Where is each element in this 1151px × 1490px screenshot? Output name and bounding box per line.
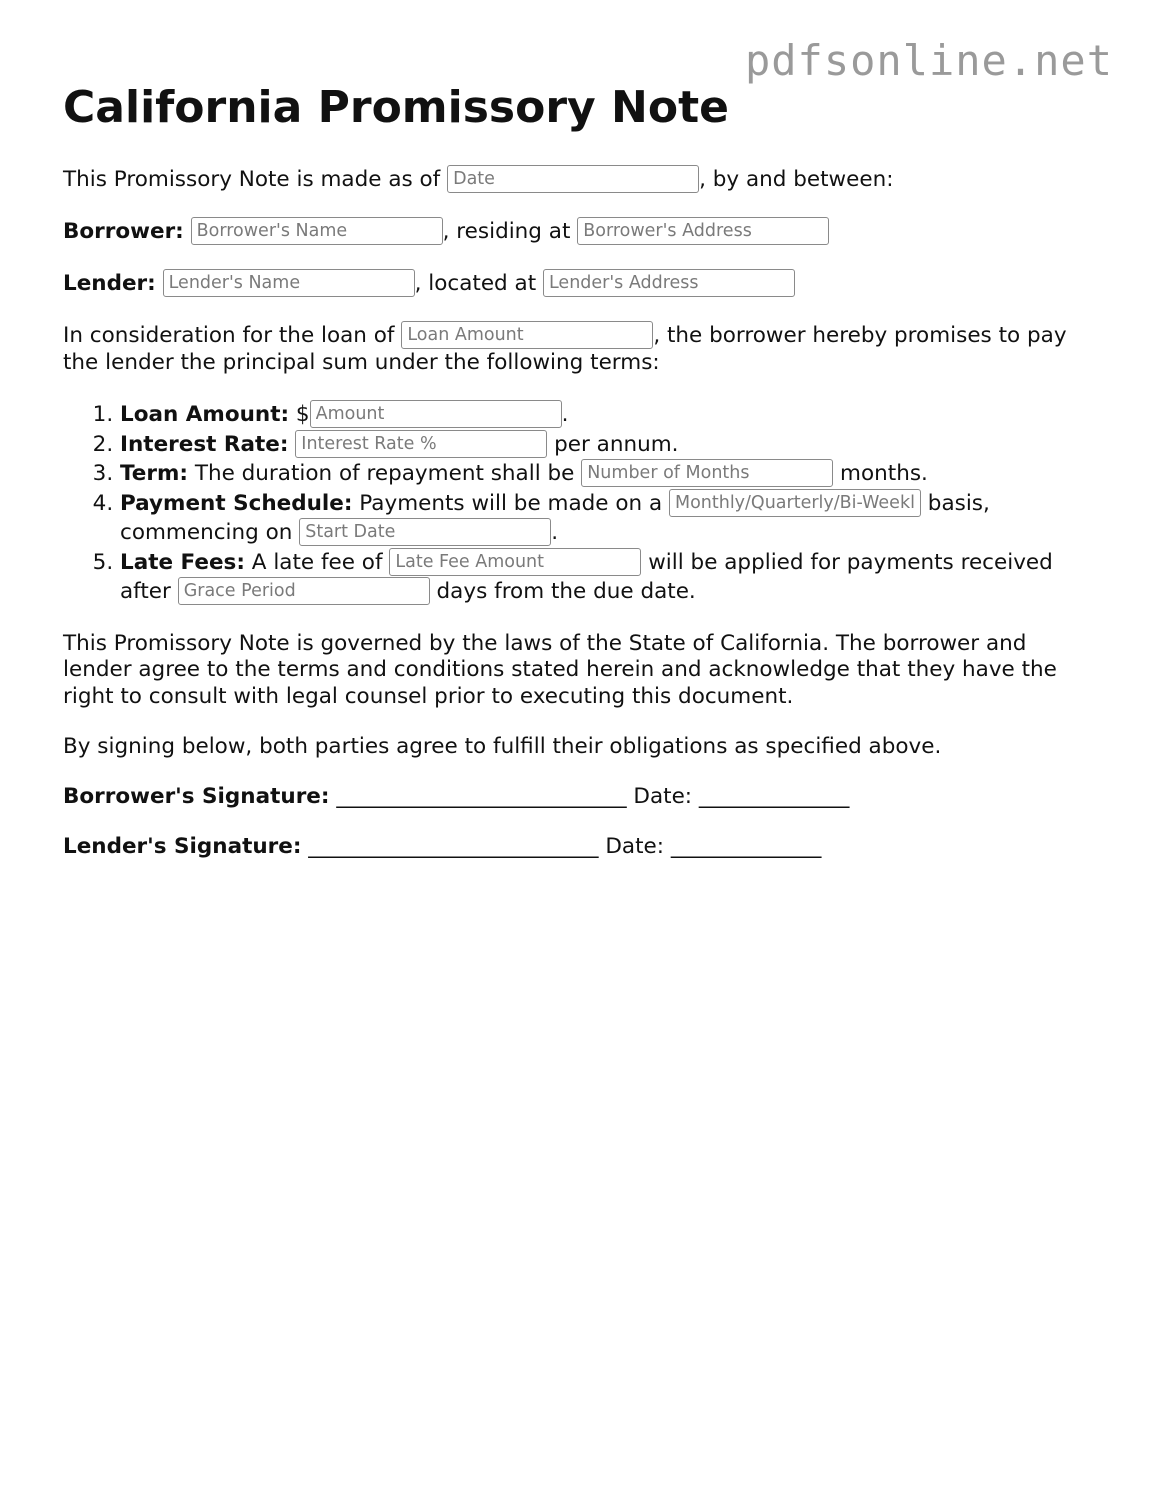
term-payment-schedule-middle: basis, commencing on [120,490,990,545]
term-interest-rate-label: Interest Rate: [120,431,289,457]
term-late-fees-label: Late Fees: [120,549,245,575]
borrower-line [63,218,1093,245]
borrower-date-label: Date: [633,784,693,809]
term-payment-schedule-suffix: . [551,520,559,545]
term-interest-rate [120,430,1093,460]
number-of-months-field[interactable] [581,459,833,487]
intro-text-before: This Promissory Note is made as of [63,167,448,192]
intro-line [63,166,1093,193]
term-late-fees-middle: will be applied for payments received after [120,549,1053,604]
term-duration-label: Term: [120,461,188,486]
governing-law-paragraph: This Promissory Note is governed by the laws of the State of California. The borrower and lender agree to the terms and conditions stated herein and acknowledge that they have the right to consult with legal counsel prior to executing this document. [63,630,1057,709]
watermark: pdfsonline.net [744,36,1113,85]
borrower-name-field[interactable] [191,217,443,245]
consideration-text-after: , the borrower hereby promises to pay the lender the principal sum under the following terms: [63,323,1067,375]
term-duration [120,459,1093,489]
term-payment-schedule-label: Payment Schedule: [120,490,353,516]
grace-period-field[interactable] [178,577,430,605]
term-loan-amount-prefix: $ [289,402,310,427]
start-date-field[interactable] [299,518,551,546]
lender-name-field[interactable] [163,269,415,297]
lender-label: Lender: [63,271,156,296]
term-loan-amount [120,400,1093,430]
date-field[interactable] [447,165,699,193]
amount-field[interactable] [310,400,562,428]
signing-intro: By signing below, both parties agree to fulfill their obligations as specified above. [63,734,942,759]
term-payment-schedule [120,489,1093,548]
document-page [63,78,1093,860]
term-loan-amount-label: Loan Amount: [120,402,290,427]
term-late-fees-text: A late fee of [244,549,390,575]
borrower-signature-blank: ___________________________ [329,784,634,809]
lender-address-field[interactable] [543,269,795,297]
borrower-label: Borrower: [63,219,184,244]
page-title: California Promissory Note [63,82,729,133]
lender-line [63,270,1093,297]
term-loan-amount-suffix: . [561,402,569,427]
borrower-address-field[interactable] [577,217,829,245]
payment-frequency-field[interactable] [669,489,921,517]
term-payment-schedule-text: Payments will be made on a [352,490,669,516]
borrower-signature-label: Borrower's Signature: [63,784,330,809]
lender-date-blank: ______________ [664,834,822,859]
consideration-text-before: In consideration for the loan of [63,323,402,348]
loan-amount-field[interactable] [401,321,653,349]
consideration-paragraph [63,322,1093,376]
lender-middle-text: , located at [414,271,543,296]
lender-signature-line [63,833,1093,860]
borrower-middle-text: , residing at [442,219,578,244]
term-late-fees-suffix: days from the due date. [429,579,696,604]
lender-signature-label: Lender's Signature: [63,834,302,859]
borrower-signature-line [63,783,1093,810]
term-duration-text: The duration of repayment shall be [188,461,582,486]
term-late-fees [120,548,1093,607]
term-interest-rate-suffix: per annum. [547,431,679,457]
interest-rate-field[interactable] [295,430,547,458]
terms-list [63,400,1093,607]
late-fee-amount-field[interactable] [389,548,641,576]
term-duration-suffix: months. [833,461,928,486]
borrower-date-blank: ______________ [692,784,850,809]
lender-signature-blank: ___________________________ [301,834,606,859]
lender-date-label: Date: [605,834,665,859]
intro-text-after: , by and between: [699,167,894,192]
